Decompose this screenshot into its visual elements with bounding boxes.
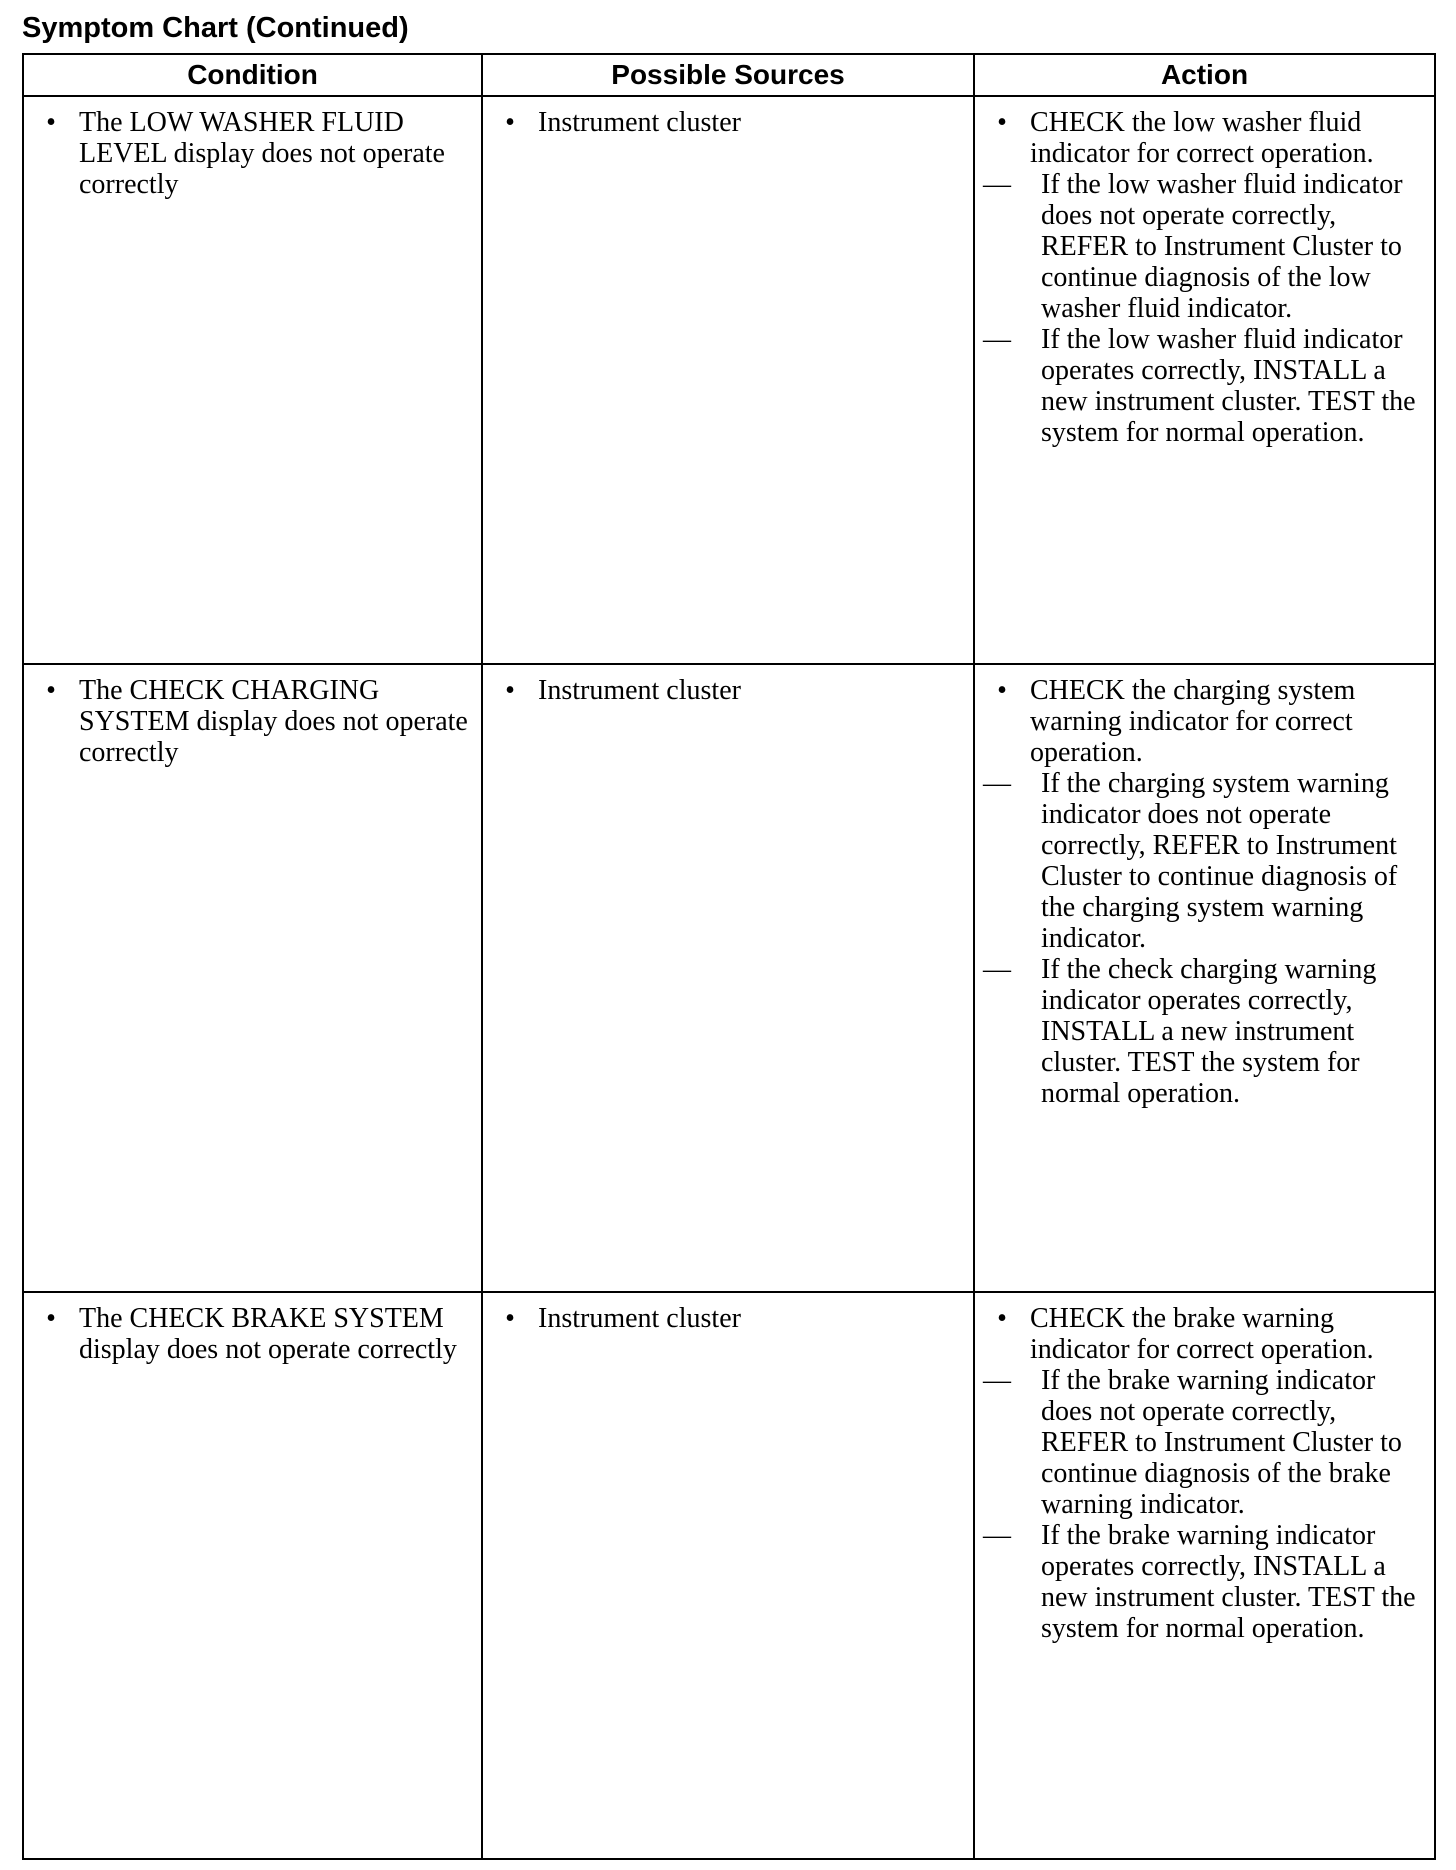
dash-icon: —: [983, 1365, 1011, 1396]
action-item: [975, 97, 1434, 169]
action-sub-text: If the charging system warning indicator does not operate correctly, REFER to Instrument Cluster to continue diagnosis of the charging system warning indicator.: [1041, 768, 1398, 954]
column-header-possible-sources: Possible Sources: [482, 54, 974, 96]
table-row: [23, 1292, 1435, 1859]
source-text: Instrument cluster: [538, 675, 741, 706]
condition-cell: [23, 1292, 482, 1859]
action-sub-list: [975, 768, 1434, 1109]
action-sub-item: [975, 1520, 1434, 1644]
action-sub-text: If the low washer fluid indicator does not operate correctly, REFER to Instrument Cluster to continue diagnosis of the low washer fluid indicator.: [1041, 169, 1403, 324]
bullet-icon: •: [505, 1303, 515, 1334]
header-row: [23, 54, 1435, 96]
source-item: [483, 1293, 973, 1334]
action-sub-text: If the brake warning indicator operates correctly, INSTALL a new instrument cluster. TEST the system for normal operation.: [1041, 1520, 1416, 1644]
action-sub-text: If the brake warning indicator does not operate correctly, REFER to Instrument Cluster to continue diagnosis of the brake warning indicator.: [1041, 1365, 1402, 1520]
condition-text: The LOW WASHER FLUID LEVEL display does not operate correctly: [79, 107, 445, 200]
bullet-icon: •: [997, 675, 1007, 706]
bullet-icon: •: [997, 1303, 1007, 1334]
action-main-text: CHECK the low washer fluid indicator for correct operation.: [1030, 107, 1374, 169]
dash-icon: —: [983, 324, 1011, 355]
action-main-text: CHECK the charging system warning indicator for correct operation.: [1030, 675, 1356, 768]
table-row: [23, 664, 1435, 1292]
column-header-action: Action: [974, 54, 1435, 96]
source-cell: [482, 664, 974, 1292]
dash-icon: —: [983, 954, 1011, 985]
condition-cell: [23, 96, 482, 664]
action-sub-list: [975, 169, 1434, 448]
action-cell: [974, 96, 1435, 664]
dash-icon: —: [983, 768, 1011, 799]
condition-text: The CHECK CHARGING SYSTEM display does not operate correctly: [79, 675, 468, 768]
action-cell: [974, 1292, 1435, 1859]
symptom-chart-table: [22, 53, 1436, 1860]
action-sub-item: [975, 768, 1434, 954]
condition-cell: [23, 664, 482, 1292]
action-sub-item: [975, 169, 1434, 324]
source-item: [483, 665, 973, 706]
action-sub-text: If the check charging warning indicator operates correctly, INSTALL a new instrument cluster. TEST the system for normal operation.: [1041, 954, 1377, 1109]
bullet-icon: •: [46, 107, 56, 138]
action-sub-item: [975, 324, 1434, 448]
source-text: Instrument cluster: [538, 1303, 741, 1334]
source-item: [483, 97, 973, 138]
bullet-icon: •: [997, 107, 1007, 138]
source-cell: [482, 1292, 974, 1859]
condition-item: [24, 665, 481, 768]
column-header-condition: Condition: [23, 54, 482, 96]
action-item: [975, 1293, 1434, 1365]
bullet-icon: •: [505, 675, 515, 706]
action-cell: [974, 664, 1435, 1292]
bullet-icon: •: [46, 1303, 56, 1334]
condition-item: [24, 97, 481, 200]
action-sub-item: [975, 954, 1434, 1109]
bullet-icon: •: [505, 107, 515, 138]
page-title: Symptom Chart (Continued): [22, 12, 409, 44]
dash-icon: —: [983, 169, 1011, 200]
table-row: [23, 96, 1435, 664]
condition-item: [24, 1293, 481, 1365]
source-text: Instrument cluster: [538, 107, 741, 138]
action-main-text: CHECK the brake warning indicator for correct operation.: [1030, 1303, 1374, 1365]
action-item: [975, 665, 1434, 768]
bullet-icon: •: [46, 675, 56, 706]
action-sub-text: If the low washer fluid indicator operates correctly, INSTALL a new instrument cluster. TEST the system for normal operation.: [1041, 324, 1416, 448]
dash-icon: —: [983, 1520, 1011, 1551]
action-sub-item: [975, 1365, 1434, 1520]
action-sub-list: [975, 1365, 1434, 1644]
condition-text: The CHECK BRAKE SYSTEM display does not operate correctly: [79, 1303, 457, 1365]
source-cell: [482, 96, 974, 664]
